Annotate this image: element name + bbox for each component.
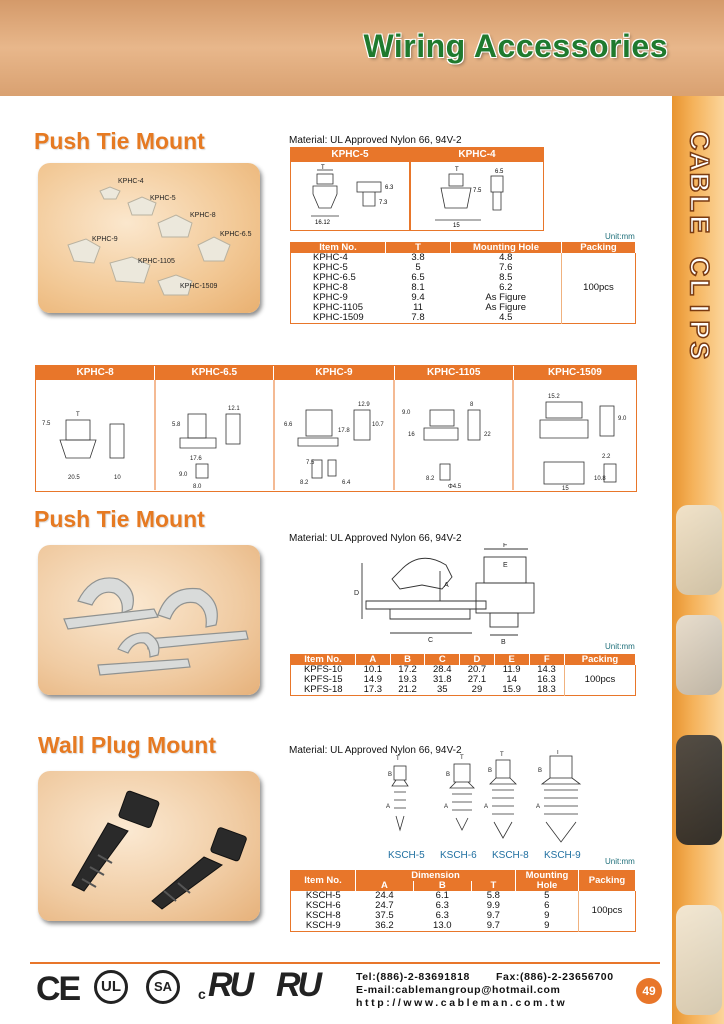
- col-header: B: [390, 655, 425, 666]
- footer-divider: [30, 962, 660, 964]
- svg-text:7.5: 7.5: [473, 188, 482, 194]
- kphc-5-drawing: [291, 162, 409, 228]
- svg-text:T: T: [460, 755, 464, 761]
- ur-mark-icon: RU: [208, 966, 252, 1004]
- product-photo-kphc: [38, 163, 260, 313]
- col-header: T: [471, 881, 515, 891]
- drawing-title: KPHC-6.5: [155, 366, 274, 380]
- side-title-letter: A: [684, 151, 715, 172]
- cell: 9: [544, 920, 550, 931]
- photo-label: KPHC-8: [190, 212, 216, 219]
- material-note: Material: UL Approved Nylon 66, 94V-2: [289, 745, 462, 756]
- side-title-letter: C: [684, 256, 715, 277]
- email-text: E-mail:cablemangroup@hotmail.com: [356, 984, 561, 996]
- kphc-parts-illustration: [38, 163, 260, 313]
- svg-text:16: 16: [408, 432, 415, 438]
- svg-text:15.2: 15.2: [548, 394, 560, 400]
- cell: KPHC-1509: [313, 312, 364, 323]
- cell: 5: [415, 262, 421, 273]
- cell: 14.3: [537, 664, 556, 675]
- cell: 36.2: [375, 920, 394, 931]
- svg-text:6.6: 6.6: [284, 422, 293, 428]
- photo-label: KPHC-1105: [138, 258, 175, 265]
- photo-label: KPHC-6.5: [220, 231, 252, 238]
- svg-text:C: C: [428, 637, 434, 644]
- kphc-row-drawings: [36, 380, 636, 490]
- packing-cell: 100pcs: [565, 665, 636, 696]
- svg-text:6.4: 6.4: [342, 480, 351, 486]
- cell: 10.1: [363, 664, 383, 675]
- svg-text:6.5: 6.5: [495, 169, 504, 175]
- drawing-title: KPHC-1509: [514, 366, 636, 380]
- cell: 5: [544, 890, 550, 901]
- drawing-kphc-4: [410, 147, 544, 231]
- drawing-title: KPHC-9: [274, 366, 394, 380]
- svg-text:12.9: 12.9: [358, 402, 370, 408]
- unit-note: Unit:mm: [605, 857, 635, 866]
- cell: 19.3: [398, 674, 417, 685]
- svg-text:A: A: [386, 804, 391, 810]
- clip-photo-deco: [676, 615, 722, 695]
- svg-text:7.5: 7.5: [42, 421, 51, 427]
- svg-text:T: T: [556, 750, 560, 756]
- cell: KPHC-1105: [313, 302, 363, 313]
- col-header: E: [494, 655, 529, 666]
- side-title-letter: P: [684, 320, 715, 339]
- section-title-push-tie-mount-2: Push Tie Mount: [34, 506, 205, 532]
- cell: 9.7: [486, 920, 500, 931]
- photo-label: KPHC-1509: [180, 283, 218, 290]
- photo-label: KPHC-4: [118, 178, 144, 185]
- svg-text:A: A: [444, 582, 449, 589]
- svg-text:2.2: 2.2: [602, 454, 611, 460]
- cell: 16.3: [537, 674, 556, 685]
- ce-mark-icon: CE: [36, 970, 80, 1008]
- ur-mark-icon: RU: [276, 966, 320, 1004]
- col-header: A: [356, 655, 391, 666]
- svg-text:7.3: 7.3: [379, 200, 388, 206]
- svg-text:15: 15: [453, 223, 460, 228]
- cell: 17.3: [363, 684, 383, 695]
- cell: 14: [506, 674, 517, 685]
- cell: 21.2: [398, 684, 417, 695]
- packing-cell: 100pcs: [562, 253, 636, 324]
- svg-text:9.0: 9.0: [179, 472, 188, 478]
- cell: 37.5: [375, 910, 394, 921]
- kpfs-spec-table: [290, 654, 636, 696]
- side-title-letter: B: [684, 172, 715, 193]
- cell: 5.8: [486, 890, 500, 901]
- ul-mark-icon: [94, 970, 128, 1004]
- cell: 31.8: [433, 674, 452, 685]
- col-header: Item No.: [291, 243, 386, 254]
- cell: KPFS-15: [303, 674, 343, 685]
- col-header: B: [413, 881, 471, 891]
- kpfs-parts-illustration: [38, 545, 260, 695]
- col-header: Packing: [562, 243, 636, 254]
- table-row: [291, 891, 636, 901]
- cell: 9.7: [486, 910, 500, 921]
- cell: KPHC-8: [313, 282, 348, 293]
- tie-photo-deco: [676, 905, 722, 1015]
- cell: 29: [471, 684, 483, 695]
- cell: 27.1: [467, 674, 487, 685]
- svg-text:E: E: [503, 562, 508, 569]
- cell: KPHC-4: [313, 252, 348, 263]
- cell: KPHC-6.5: [313, 272, 356, 283]
- c-mark-text: c: [198, 986, 206, 1002]
- svg-text:10.7: 10.7: [372, 422, 384, 428]
- cell: 8.5: [499, 272, 513, 283]
- cell: KPHC-9: [313, 292, 348, 303]
- svg-text:8.2: 8.2: [300, 480, 309, 486]
- col-header: Mounting Hole: [516, 871, 579, 892]
- ksch-spec-table: [290, 870, 636, 932]
- product-photo-kpfs: [38, 545, 260, 695]
- unit-note: Unit:mm: [605, 232, 635, 241]
- svg-text:5.8: 5.8: [172, 422, 181, 428]
- cell: 14.9: [363, 674, 383, 685]
- cell: 9: [544, 910, 550, 921]
- svg-text:7.5: 7.5: [306, 460, 315, 466]
- kphc-spec-table: [290, 242, 636, 324]
- svg-text:T: T: [455, 167, 459, 173]
- svg-text:22: 22: [484, 432, 491, 438]
- svg-text:D: D: [354, 590, 360, 597]
- svg-text:F: F: [503, 543, 508, 549]
- svg-text:20.5: 20.5: [68, 475, 80, 481]
- svg-text:T: T: [321, 165, 325, 171]
- clip-photo-deco: [676, 505, 722, 595]
- col-header: F: [529, 655, 564, 666]
- cell: 6: [544, 900, 550, 911]
- cell: 4.5: [499, 312, 513, 323]
- kpfs-drawing: [350, 543, 540, 648]
- cell: 7.6: [499, 262, 513, 273]
- fax-text: Fax:(886)-2-23656700: [496, 971, 614, 983]
- photo-label: KPHC-9: [92, 236, 118, 243]
- col-header: C: [425, 655, 460, 666]
- drawing-row-headers: [36, 366, 636, 380]
- photo-label: KPHC-5: [150, 195, 176, 202]
- section-title-push-tie-mount: Push Tie Mount: [34, 128, 205, 154]
- svg-text:8.2: 8.2: [426, 476, 435, 482]
- svg-text:B: B: [538, 768, 543, 774]
- svg-text:17.8: 17.8: [338, 428, 350, 434]
- side-title-letter: I: [684, 304, 715, 313]
- cell: 24.4: [375, 890, 394, 901]
- cell: KSCH-5: [305, 890, 341, 901]
- cell: As Figure: [485, 292, 527, 303]
- svg-text:17.6: 17.6: [190, 456, 202, 462]
- ksch-parts-illustration: [38, 771, 260, 921]
- cell: KSCH-6: [305, 900, 341, 911]
- cell: 11: [413, 302, 423, 313]
- cell: 4.8: [499, 252, 513, 263]
- svg-text:12.1: 12.1: [228, 406, 240, 412]
- svg-text:B: B: [388, 772, 393, 778]
- col-header: D: [460, 655, 495, 666]
- side-title-letter: C: [684, 130, 715, 151]
- drawing-label: KSCH-5: [388, 850, 425, 861]
- cell: 13.0: [433, 920, 452, 931]
- ul-mark-text: UL: [101, 978, 121, 995]
- drawing-kphc-5: [290, 147, 410, 231]
- ksch-drawings: [380, 750, 590, 850]
- cell: 3.8: [411, 252, 425, 263]
- svg-text:8: 8: [470, 402, 474, 408]
- drawing-title: KPHC-4: [411, 148, 543, 162]
- side-title-letter: L: [684, 279, 715, 296]
- col-header: Mounting Hole: [451, 243, 562, 254]
- cell: 17.2: [398, 664, 417, 675]
- col-header: T: [386, 243, 451, 254]
- tel-text: Tel:(886)-2-83691818: [356, 971, 470, 983]
- svg-text:16.12: 16.12: [315, 220, 331, 226]
- drawing-title: KPHC-8: [36, 366, 155, 380]
- cell: 11.9: [502, 664, 521, 675]
- cell: KSCH-9: [305, 920, 341, 931]
- csa-mark-text: SA: [153, 979, 173, 994]
- svg-text:B: B: [488, 768, 493, 774]
- cell: 8.1: [411, 282, 425, 293]
- cell: KPFS-18: [303, 684, 343, 695]
- svg-text:A: A: [484, 804, 489, 810]
- cell: 28.4: [433, 664, 452, 675]
- svg-text:15: 15: [562, 486, 569, 490]
- drawing-label: KSCH-9: [544, 850, 581, 861]
- cell: 20.7: [467, 664, 487, 675]
- cell: KPFS-10: [303, 664, 343, 675]
- cell: 9.4: [411, 292, 425, 303]
- packing-cell: 100pcs: [579, 891, 636, 932]
- svg-text:A: A: [444, 804, 449, 810]
- section-title-wall-plug-mount: Wall Plug Mount: [38, 732, 217, 758]
- cell: KPHC-5: [313, 262, 348, 273]
- svg-text:6.3: 6.3: [385, 185, 394, 191]
- drawing-label: KSCH-6: [440, 850, 477, 861]
- plug-photo-deco: [676, 735, 722, 845]
- svg-text:9.0: 9.0: [402, 410, 411, 416]
- cell: 6.3: [435, 900, 449, 911]
- col-header: Dimension: [356, 871, 516, 882]
- cell: 24.7: [375, 900, 394, 911]
- cell: 15.9: [502, 684, 521, 695]
- col-header: Item No.: [291, 655, 356, 666]
- svg-text:T: T: [76, 412, 80, 418]
- svg-text:10: 10: [114, 475, 121, 481]
- material-note: Material: UL Approved Nylon 66, 94V-2: [289, 135, 462, 146]
- svg-text:8.0: 8.0: [193, 484, 202, 490]
- svg-text:T: T: [500, 752, 504, 758]
- csa-mark-icon: [146, 970, 180, 1004]
- cell: 6.2: [499, 282, 513, 293]
- cell: 35: [436, 684, 448, 695]
- kphc-4-drawing: [411, 162, 543, 228]
- side-title-letter: E: [684, 215, 715, 234]
- side-title-letter: L: [684, 195, 715, 212]
- cell: As Figure: [485, 302, 527, 313]
- side-title-letter: S: [684, 341, 715, 360]
- cell: 6.5: [411, 272, 425, 283]
- svg-text:10.8: 10.8: [594, 476, 606, 482]
- col-header: Packing: [565, 655, 636, 666]
- drawing-title: KPHC-5: [291, 148, 409, 162]
- drawing-row-kphc: [35, 365, 637, 492]
- page-title: Wiring Accessories: [363, 28, 668, 64]
- drawing-title: KPHC-1105: [395, 366, 514, 380]
- cell: KSCH-8: [305, 910, 341, 921]
- cell: 9.9: [486, 900, 500, 911]
- svg-text:B: B: [501, 639, 506, 646]
- svg-text:T: T: [396, 756, 400, 762]
- svg-text:B: B: [446, 772, 451, 778]
- side-title: [676, 130, 722, 370]
- svg-text:9.0: 9.0: [618, 416, 627, 422]
- svg-text:A: A: [536, 804, 541, 810]
- cell: 6.3: [435, 910, 449, 921]
- product-photo-ksch: [38, 771, 260, 921]
- cell: 18.3: [537, 684, 556, 695]
- svg-text:Φ4.5: Φ4.5: [448, 484, 462, 490]
- material-note: Material: UL Approved Nylon 66, 94V-2: [289, 533, 462, 544]
- cell: 6.1: [435, 890, 449, 901]
- drawing-label: KSCH-8: [492, 850, 529, 861]
- unit-note: Unit:mm: [605, 642, 635, 651]
- page-number: 49: [636, 978, 662, 1004]
- table-header-row: [291, 871, 636, 882]
- col-header: Packing: [579, 871, 636, 892]
- website-text: http://www.cableman.com.tw: [356, 997, 568, 1009]
- col-header: A: [356, 881, 414, 891]
- col-header: Item No.: [291, 871, 356, 892]
- cell: 7.8: [411, 312, 425, 323]
